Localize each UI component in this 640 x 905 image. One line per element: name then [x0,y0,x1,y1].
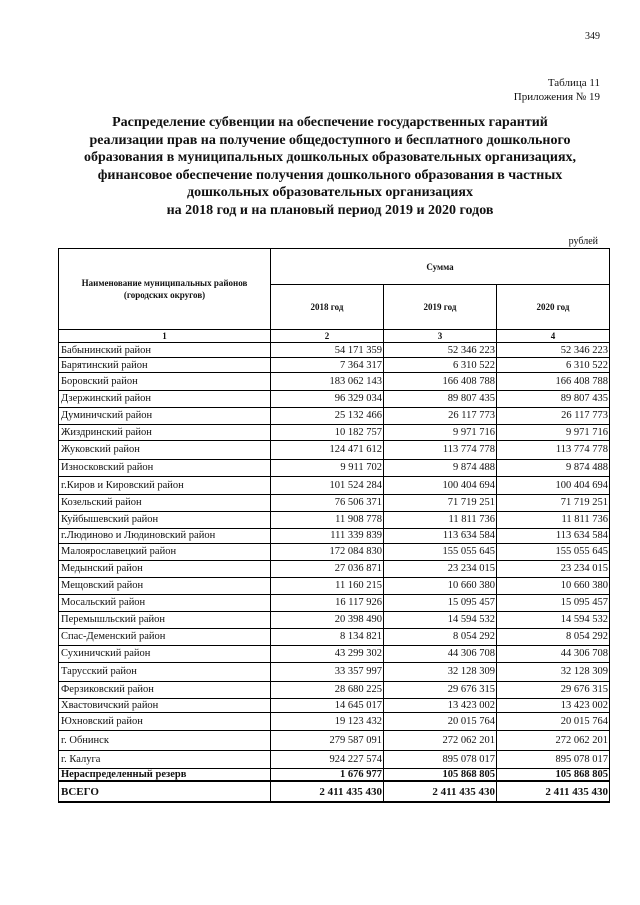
row-value-2019: 155 055 645 [384,543,497,560]
row-value-2019: 166 408 788 [384,373,497,391]
row-value-2019: 9 971 716 [384,424,497,440]
table-row [59,528,610,543]
row-value-2019: 44 306 708 [384,645,497,662]
row-value-2019: 26 117 773 [384,407,497,424]
row-value-2020: 166 408 788 [497,373,610,391]
row-value-2018: 20 398 490 [271,611,384,628]
row-name: г.Киров и Кировский район [59,476,271,494]
row-value-2018: 172 084 830 [271,543,384,560]
row-value-2018: 7 364 317 [271,358,384,373]
table-row [59,611,610,628]
row-name: Бабынинский район [59,343,271,358]
row-value-2020: 89 807 435 [497,390,610,407]
row-value-2018: 28 680 225 [271,681,384,698]
row-value-2020: 9 874 488 [497,459,610,476]
table-row [59,577,610,594]
row-value-2019: 10 660 380 [384,577,497,594]
row-value-2018: 43 299 302 [271,645,384,662]
row-name: Жиздринский район [59,424,271,440]
row-value-2018: 10 182 757 [271,424,384,440]
row-value-2019: 113 634 584 [384,528,497,543]
row-value-2019: 6 310 522 [384,358,497,373]
row-value-2020: 895 078 017 [497,750,610,768]
row-value-2020: 26 117 773 [497,407,610,424]
row-value-2019: 29 676 315 [384,681,497,698]
table-row [59,511,610,528]
column-number: 2 [271,330,384,343]
row-value-2019: 11 811 736 [384,511,497,528]
table-row [59,730,610,750]
title-line: реализации прав на получение общедоступного и бесплатного дошкольного [89,132,571,148]
row-value-2018: 33 357 997 [271,662,384,681]
table-reference [470,76,600,104]
row-name: Барятинский район [59,358,271,373]
row-value-2020: 100 404 694 [497,476,610,494]
title-line: финансовое обеспечение получения дошкольного образования в частных [97,167,563,183]
row-value-2019: 20 015 764 [384,712,497,730]
row-value-2020: 11 811 736 [497,511,610,528]
row-value-2020: 20 015 764 [497,712,610,730]
table-row [59,476,610,494]
row-name: Мосальский район [59,594,271,611]
row-value-2018: 279 587 091 [271,730,384,750]
row-value-2019: 895 078 017 [384,750,497,768]
row-name: г. Калуга [59,750,271,768]
row-value-2020: 8 054 292 [497,628,610,645]
row-value-2020: 105 868 805 [497,768,610,781]
title-line: Распределение субвенции на обеспечение государственных гарантий [112,115,548,130]
row-value-2019: 113 774 778 [384,440,497,459]
row-value-2019: 105 868 805 [384,768,497,781]
table-row [59,628,610,645]
row-value-2018: 27 036 871 [271,560,384,577]
total-label: ВСЕГО [59,781,271,802]
row-value-2019: 32 128 309 [384,662,497,681]
row-value-2019: 100 404 694 [384,476,497,494]
row-value-2018: 1 676 977 [271,768,384,781]
row-name: Ферзиковский район [59,681,271,698]
row-value-2018: 11 160 215 [271,577,384,594]
table-row [59,662,610,681]
row-name: Перемышльский район [59,611,271,628]
row-value-2019: 13 423 002 [384,698,497,712]
row-value-2019: 23 234 015 [384,560,497,577]
table-row [59,390,610,407]
row-value-2019: 71 719 251 [384,494,497,511]
table-row [59,560,610,577]
header-year-2018: 2018 год [271,285,384,330]
row-value-2018: 924 227 574 [271,750,384,768]
header-name: Наименование муниципальных районов (городских округов) [59,249,271,330]
table-ref-line2: Приложения № 19 [513,91,600,103]
units-label: рублей [568,236,598,247]
row-value-2018: 183 062 143 [271,373,384,391]
row-name: Нераспределенный резерв [59,768,271,781]
row-value-2019: 9 874 488 [384,459,497,476]
row-name: Дзержинский район [59,390,271,407]
table-row [59,768,610,781]
row-value-2020: 71 719 251 [497,494,610,511]
header-sum: Сумма [271,249,610,285]
row-value-2018: 96 329 034 [271,390,384,407]
row-name: Хвастовичский район [59,698,271,712]
row-value-2019: 14 594 532 [384,611,497,628]
row-value-2018: 9 911 702 [271,459,384,476]
header-year-2019: 2019 год [384,285,497,330]
table-row [59,543,610,560]
title-line: на 2018 год и на плановый период 2019 и 2020 годов [166,202,494,218]
subvention-table [58,248,610,803]
row-value-2020: 113 774 778 [497,440,610,459]
row-name: Спас-Деменский район [59,628,271,645]
table-row [59,698,610,712]
table-ref-line1: Таблица 11 [547,77,600,89]
table-row [59,373,610,391]
table-row [59,407,610,424]
table-row [59,750,610,768]
row-value-2018: 101 524 284 [271,476,384,494]
row-value-2020: 13 423 002 [497,698,610,712]
row-value-2020: 10 660 380 [497,577,610,594]
row-value-2019: 15 095 457 [384,594,497,611]
row-value-2020: 9 971 716 [497,424,610,440]
row-name: Куйбышевский район [59,511,271,528]
row-value-2020: 113 634 584 [497,528,610,543]
total-row [59,781,610,802]
title-line: образования в муниципальных дошкольных образовательных организациях, [83,150,577,165]
row-value-2019: 8 054 292 [384,628,497,645]
table-row [59,424,610,440]
row-value-2018: 19 123 432 [271,712,384,730]
table-row [59,681,610,698]
page-number: 349 [585,31,600,42]
row-value-2018: 16 117 926 [271,594,384,611]
row-name: Боровский район [59,373,271,391]
row-name: г.Людиново и Людиновский район [59,528,271,543]
row-name: Козельский район [59,494,271,511]
row-name: Мещовский район [59,577,271,594]
row-value-2020: 44 306 708 [497,645,610,662]
row-value-2020: 52 346 223 [497,343,610,358]
row-value-2018: 111 339 839 [271,528,384,543]
table-row [59,712,610,730]
table-row [59,494,610,511]
row-value-2020: 272 062 201 [497,730,610,750]
table-row [59,459,610,476]
row-name: г. Обнинск [59,730,271,750]
table-row [59,358,610,373]
column-number: 3 [384,330,497,343]
row-value-2020: 6 310 522 [497,358,610,373]
header-year-2020: 2020 год [497,285,610,330]
table-row [59,440,610,459]
row-value-2018: 8 134 821 [271,628,384,645]
row-value-2018: 54 171 359 [271,343,384,358]
column-number: 1 [59,330,271,343]
row-value-2018: 124 471 612 [271,440,384,459]
row-name: Юхновский район [59,712,271,730]
row-value-2020: 23 234 015 [497,560,610,577]
row-value-2020: 29 676 315 [497,681,610,698]
row-value-2018: 25 132 466 [271,407,384,424]
total-2018: 2 411 435 430 [271,781,384,802]
total-2019: 2 411 435 430 [384,781,497,802]
row-name: Сухиничский район [59,645,271,662]
row-value-2018: 14 645 017 [271,698,384,712]
row-value-2020: 32 128 309 [497,662,610,681]
table-row [59,343,610,358]
table-row [59,594,610,611]
table-row [59,645,610,662]
row-value-2018: 76 506 371 [271,494,384,511]
row-name: Малоярославецкий район [59,543,271,560]
row-name: Жуковский район [59,440,271,459]
table-body [59,343,610,782]
row-value-2018: 11 908 778 [271,511,384,528]
row-value-2019: 89 807 435 [384,390,497,407]
row-value-2019: 272 062 201 [384,730,497,750]
column-number: 4 [497,330,610,343]
row-value-2020: 14 594 532 [497,611,610,628]
row-value-2020: 155 055 645 [497,543,610,560]
row-name: Тарусский район [59,662,271,681]
row-value-2019: 52 346 223 [384,343,497,358]
row-name: Износковский район [59,459,271,476]
row-value-2020: 15 095 457 [497,594,610,611]
row-name: Думиничский район [59,407,271,424]
title-line: дошкольных образовательных организациях [187,185,473,200]
document-title [40,114,620,219]
total-2020: 2 411 435 430 [497,781,610,802]
row-name: Медынский район [59,560,271,577]
